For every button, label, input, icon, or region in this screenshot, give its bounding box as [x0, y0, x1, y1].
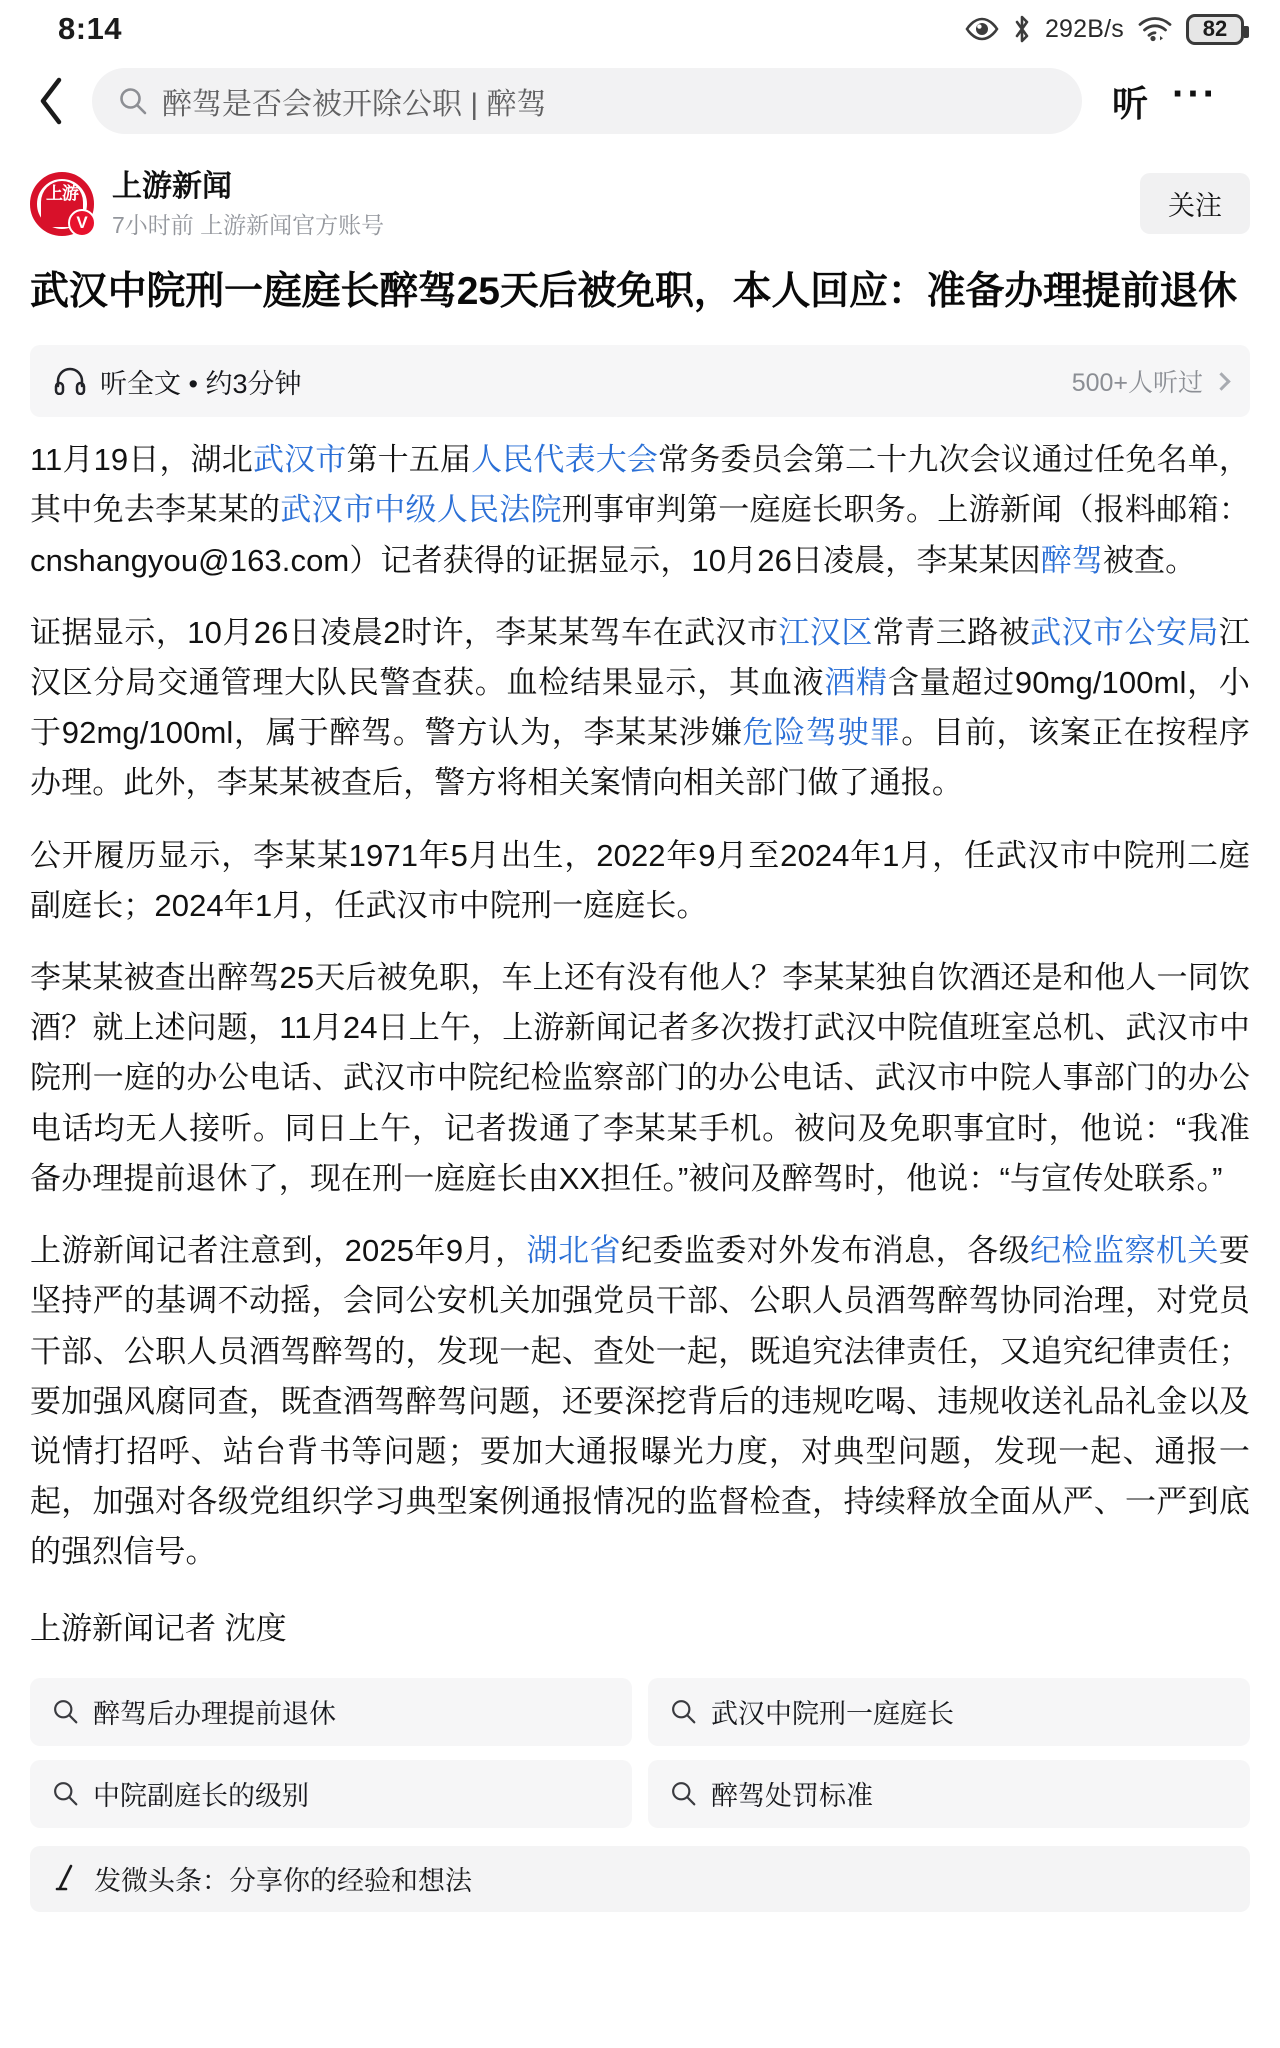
inline-link[interactable]: 武汉市: [252, 442, 347, 478]
paragraph-5: [30, 1226, 1250, 1578]
article-byline: 上游新闻记者 沈度: [30, 1610, 287, 1646]
status-indicators: [965, 14, 1244, 45]
text-run: 证据显示，10月26日凌晨2时许，李某某驾车在武汉市: [30, 614, 779, 650]
headphones-icon: [54, 367, 86, 395]
search-icon: [52, 1698, 79, 1725]
text-run: 第十五届: [346, 442, 472, 478]
text-run: 要坚持严的基调不动摇，会同公安机关加强党员干部、公职人员酒驾醉驾协同治理，对党员干部、公职人员酒驾醉驾的，发现一起、查处一起，既追究法律责任，又追究纪律责任；要加强风腐同查，既查酒驾醉驾问题，还要深挖背后的违规吃喝、违规收送礼品礼金以及说情打招呼、站台背书等问题；要加大通报曝光力度，对典型问题，发现一起、通报一起，加强对各级党组织学习典型案例通报情况的监督检查，持续释放全面从严、一严到底的强烈信号。: [30, 1233, 1250, 1570]
suggestion-label: 醉驾后办理提前退休: [93, 1699, 336, 1730]
text-run: 常青三路被: [872, 614, 1031, 650]
text-run: 刑事审判第一庭庭长职务。上游新闻（报料邮箱：cnshangyou@163.com）记者获得的证据显示，10月26日凌晨，李某某因: [30, 492, 1250, 578]
paragraph-4: [30, 953, 1250, 1204]
bluetooth-icon: [1012, 14, 1032, 44]
inline-link[interactable]: 江汉区: [778, 614, 873, 650]
verified-badge-icon: V: [68, 209, 96, 237]
inline-link[interactable]: 危险驾驶罪: [742, 715, 902, 751]
search-icon: [670, 1698, 697, 1725]
suggestion-label: 中院副庭长的级别: [93, 1781, 309, 1812]
text-run: 纪委监委对外发布消息，各级: [620, 1233, 1031, 1269]
avatar[interactable]: [30, 172, 94, 236]
author-name[interactable]: 上游新闻: [112, 170, 232, 203]
author-meta: [112, 168, 1122, 239]
inline-link[interactable]: 湖北省: [526, 1233, 621, 1269]
inline-link[interactable]: 酒精: [824, 664, 888, 700]
network-speed: 292B/s: [1044, 14, 1124, 43]
follow-button[interactable]: 关注: [1140, 173, 1250, 234]
text-run: 李某某被查出醉驾25天后被免职，车上还有没有他人？李某某独自饮酒还是和他人一同饮酒？就上述问题，11月24日上午，上游新闻记者多次拨打武汉中院值班室总机、武汉市中院刑一庭的办公电话、武汉市中院纪检监察部门的办公电话、武汉市中院人事部门的办公电话均无人接听。同日上午，记者拨通了李某某手机。被问及免职事宜时，他说：“我准备办理提前退休了，现在刑一庭庭长由XX担任。”被问及醉驾时，他说：“与宣传处联系。”: [30, 960, 1250, 1196]
suggestion-chip-4[interactable]: [648, 1760, 1250, 1828]
inline-link[interactable]: 纪检监察机关: [1030, 1233, 1219, 1269]
paragraph-3: [30, 831, 1250, 931]
listen-full-label: 听全文 • 约3分钟: [100, 368, 302, 399]
status-bar: [0, 0, 1280, 58]
avatar-logo-text: 上游: [41, 181, 83, 227]
author-subtitle: 7小时前 上游新闻官方账号: [112, 211, 385, 238]
compose-post-bar[interactable]: [30, 1846, 1250, 1912]
listener-count-label: 500+人听过: [1071, 369, 1203, 398]
paragraph-2: [30, 608, 1250, 809]
audio-left-group: [54, 362, 301, 401]
text-run: 11月19日，湖北: [30, 442, 253, 478]
back-button[interactable]: [22, 71, 82, 131]
suggestion-chip-1[interactable]: [30, 1678, 632, 1746]
text-run: 江汉区分局交通管理大队民警查获。血检结果显示，其血液: [30, 614, 1250, 700]
text-run: 被查。: [1102, 542, 1197, 578]
suggestion-label: 武汉中院刑一庭庭长: [711, 1699, 954, 1730]
search-icon: [118, 86, 148, 116]
status-time: 8:14: [58, 11, 123, 46]
author-header: [30, 144, 1250, 239]
suggestion-chip-2[interactable]: [648, 1678, 1250, 1746]
search-query-text: 醉驾是否会被开除公职 | 醉驾: [162, 88, 547, 121]
related-search-suggestions: [30, 1678, 1250, 1828]
inline-link[interactable]: 醉驾: [1040, 542, 1103, 578]
text-run: 公开履历显示，李某某1971年5月出生，2022年9月至2024年1月，任武汉市中院刑二庭副庭长；2024年1月，任武汉市中院刑一庭庭长。: [30, 837, 1250, 923]
chevron-left-icon: [37, 76, 67, 126]
text-run: 上游新闻记者注意到，2025年9月，: [30, 1233, 527, 1269]
chevron-right-icon: [1212, 372, 1230, 390]
search-input[interactable]: [92, 68, 1082, 134]
inline-link[interactable]: 武汉市中级人民法院: [280, 492, 562, 528]
suggestion-label: 醉驾处罚标准: [711, 1781, 873, 1812]
pencil-icon: [52, 1864, 80, 1894]
battery-icon: [1186, 14, 1244, 45]
text-run: 含量超过90mg/100ml，小于92mg/100ml，属于醉驾。警方认为，李某某涉嫌: [30, 664, 1251, 751]
paragraph-1: [30, 435, 1250, 586]
text-run: 。目前，该案正在按程序办理。此外，李某某被查后，警方将相关案情向相关部门做了通报。: [30, 715, 1250, 801]
compose-placeholder: 发微头条：分享你的经验和想法: [94, 1866, 472, 1897]
wifi-icon: [1137, 15, 1173, 43]
search-icon: [670, 1780, 697, 1807]
eye-care-icon: [965, 17, 999, 41]
search-icon: [52, 1780, 79, 1807]
suggestion-chip-3[interactable]: [30, 1760, 632, 1828]
inline-link[interactable]: 人民代表大会: [471, 442, 659, 478]
listen-full-article-bar[interactable]: [30, 345, 1250, 417]
audio-right-group: [1072, 363, 1228, 399]
battery-level: 82: [1202, 16, 1228, 41]
article-container: [0, 144, 1280, 2048]
inline-link[interactable]: 武汉市公安局: [1030, 614, 1219, 650]
more-options-button[interactable]: ···: [1172, 72, 1218, 116]
top-navigation-bar: [0, 58, 1280, 144]
listen-button[interactable]: 听: [1112, 82, 1149, 124]
article-body: [30, 435, 1250, 1654]
text-run: 常务委员会第二十九次会议通过任免名单，其中免去李某某的: [30, 442, 1250, 528]
page-title: 武汉中院刑一庭庭长醉驾25天后被免职，本人回应：准备办理提前退休: [30, 270, 1237, 314]
